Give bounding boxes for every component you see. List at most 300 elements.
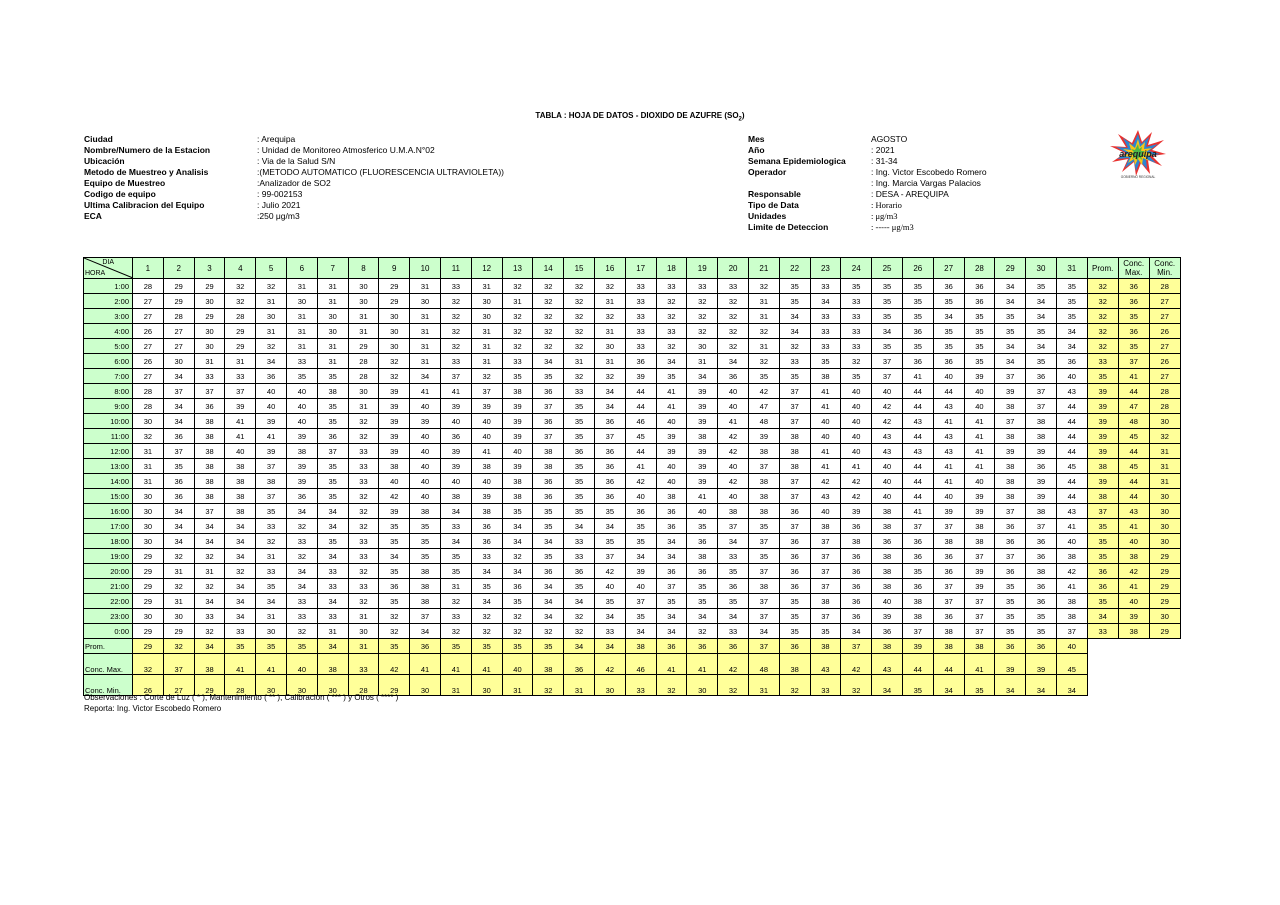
row-stat-cell: 35 xyxy=(1087,519,1118,534)
row-stat-cell: 30 xyxy=(1149,609,1180,624)
value-cell: 32 xyxy=(718,309,749,324)
value-cell: 35 xyxy=(718,594,749,609)
value-cell: 39 xyxy=(379,444,410,459)
value-cell: 35 xyxy=(995,609,1026,624)
value-cell: 33 xyxy=(718,279,749,294)
hour-cell: 22:00 xyxy=(84,594,133,609)
value-cell: 37 xyxy=(995,504,1026,519)
value-cell: 30 xyxy=(348,294,379,309)
row-stat-cell: 38 xyxy=(1087,489,1118,504)
value-cell: 34 xyxy=(225,519,256,534)
info-label: Unidades xyxy=(748,211,787,221)
value-cell: 31 xyxy=(194,354,225,369)
value-cell: 31 xyxy=(286,279,317,294)
value-cell: 33 xyxy=(502,354,533,369)
table-row xyxy=(84,429,1181,444)
footer-value-cell: 36 xyxy=(687,639,718,654)
value-cell: 40 xyxy=(872,459,903,474)
value-cell: 31 xyxy=(133,444,164,459)
value-cell: 31 xyxy=(594,324,625,339)
info-label: Codigo de equipo xyxy=(84,189,156,199)
footer-value-cell: 41 xyxy=(964,654,995,675)
table-row xyxy=(84,309,1181,324)
value-cell: 43 xyxy=(902,444,933,459)
footer-value-cell: 38 xyxy=(933,639,964,654)
footer-row xyxy=(84,654,1181,675)
value-cell: 35 xyxy=(564,504,595,519)
footer-value-cell: 33 xyxy=(625,675,656,696)
footer-value-cell: 32 xyxy=(841,675,872,696)
value-cell: 35 xyxy=(872,279,903,294)
row-stat-cell: 29 xyxy=(1149,549,1180,564)
value-cell: 37 xyxy=(810,579,841,594)
hour-cell: 9:00 xyxy=(84,399,133,414)
value-cell: 39 xyxy=(964,504,995,519)
value-cell: 32 xyxy=(256,279,287,294)
value-cell: 30 xyxy=(256,624,287,639)
info-row xyxy=(84,167,504,178)
value-cell: 39 xyxy=(471,489,502,504)
value-cell: 35 xyxy=(410,534,441,549)
value-cell: 36 xyxy=(964,294,995,309)
value-cell: 36 xyxy=(718,369,749,384)
value-cell: 34 xyxy=(533,609,564,624)
left-info-block xyxy=(84,134,504,222)
value-cell: 35 xyxy=(656,369,687,384)
value-cell: 42 xyxy=(594,564,625,579)
value-cell: 36 xyxy=(841,519,872,534)
footer-value-cell: 33 xyxy=(810,675,841,696)
hour-cell: 1:00 xyxy=(84,279,133,294)
value-cell: 34 xyxy=(533,594,564,609)
value-cell: 33 xyxy=(810,279,841,294)
value-cell: 37 xyxy=(594,549,625,564)
row-stat-cell: 38 xyxy=(1087,459,1118,474)
value-cell: 32 xyxy=(594,369,625,384)
footer-value-cell: 40 xyxy=(502,654,533,675)
info-row xyxy=(748,156,987,167)
value-cell: 32 xyxy=(718,339,749,354)
value-cell: 38 xyxy=(471,459,502,474)
value-cell: 29 xyxy=(133,549,164,564)
value-cell: 35 xyxy=(317,399,348,414)
value-cell: 42 xyxy=(718,429,749,444)
value-cell: 39 xyxy=(286,459,317,474)
value-cell: 40 xyxy=(872,489,903,504)
value-cell: 35 xyxy=(625,519,656,534)
value-cell: 27 xyxy=(133,309,164,324)
empty-cell xyxy=(1149,654,1180,675)
row-stat-cell: 37 xyxy=(1118,354,1149,369)
value-cell: 35 xyxy=(933,294,964,309)
value-cell: 43 xyxy=(933,444,964,459)
value-cell: 36 xyxy=(779,564,810,579)
row-stat-cell: 29 xyxy=(1149,624,1180,639)
row-stat-cell: 31 xyxy=(1149,459,1180,474)
value-cell: 38 xyxy=(225,489,256,504)
value-cell: 34 xyxy=(1026,294,1057,309)
value-cell: 30 xyxy=(379,309,410,324)
value-cell: 44 xyxy=(625,444,656,459)
footer-value-cell: 34 xyxy=(317,639,348,654)
value-cell: 39 xyxy=(379,504,410,519)
value-cell: 34 xyxy=(502,519,533,534)
row-stat-cell: 35 xyxy=(1087,594,1118,609)
value-cell: 34 xyxy=(687,369,718,384)
value-cell: 39 xyxy=(1026,489,1057,504)
value-cell: 31 xyxy=(163,594,194,609)
footer-value-cell: 35 xyxy=(379,639,410,654)
footer-value-cell: 42 xyxy=(718,654,749,675)
value-cell: 33 xyxy=(225,624,256,639)
value-cell: 45 xyxy=(625,429,656,444)
value-cell: 32 xyxy=(564,609,595,624)
value-cell: 34 xyxy=(163,414,194,429)
empty-cell xyxy=(1087,639,1118,654)
value-cell: 38 xyxy=(440,489,471,504)
value-cell: 29 xyxy=(163,624,194,639)
value-cell: 39 xyxy=(964,369,995,384)
value-cell: 35 xyxy=(594,534,625,549)
value-cell: 30 xyxy=(256,309,287,324)
info-row xyxy=(748,145,987,156)
row-stat-cell: 30 xyxy=(1149,489,1180,504)
value-cell: 33 xyxy=(564,549,595,564)
footer-value-cell: 31 xyxy=(440,675,471,696)
footer-value-cell: 35 xyxy=(225,639,256,654)
value-cell: 36 xyxy=(656,564,687,579)
value-cell: 39 xyxy=(995,384,1026,399)
value-cell: 35 xyxy=(687,594,718,609)
value-cell: 40 xyxy=(256,399,287,414)
footer-value-cell: 36 xyxy=(995,639,1026,654)
value-cell: 36 xyxy=(995,534,1026,549)
reported-by-note: Reporta: Ing. Victor Escobedo Romero xyxy=(84,704,222,713)
value-cell: 30 xyxy=(163,354,194,369)
value-cell: 42 xyxy=(841,489,872,504)
value-cell: 30 xyxy=(379,339,410,354)
hour-cell: 15:00 xyxy=(84,489,133,504)
info-row xyxy=(748,167,987,178)
footer-value-cell: 42 xyxy=(379,654,410,675)
value-cell: 35 xyxy=(779,294,810,309)
value-cell: 37 xyxy=(317,444,348,459)
value-cell: 40 xyxy=(810,429,841,444)
table-row xyxy=(84,594,1181,609)
value-cell: 38 xyxy=(1056,594,1087,609)
value-cell: 34 xyxy=(656,354,687,369)
value-cell: 30 xyxy=(379,324,410,339)
value-cell: 34 xyxy=(225,549,256,564)
value-cell: 31 xyxy=(225,354,256,369)
info-label: Mes xyxy=(748,134,765,144)
value-cell: 44 xyxy=(1056,414,1087,429)
value-cell: 34 xyxy=(379,549,410,564)
value-cell: 44 xyxy=(1056,399,1087,414)
value-cell: 32 xyxy=(379,609,410,624)
value-cell: 40 xyxy=(594,579,625,594)
value-cell: 38 xyxy=(410,594,441,609)
footer-value-cell: 32 xyxy=(533,675,564,696)
day-header: 26 xyxy=(902,258,933,279)
value-cell: 34 xyxy=(594,384,625,399)
value-cell: 35 xyxy=(748,519,779,534)
value-cell: 34 xyxy=(163,534,194,549)
hour-cell: 16:00 xyxy=(84,504,133,519)
value-cell: 43 xyxy=(902,414,933,429)
value-cell: 37 xyxy=(964,624,995,639)
value-cell: 38 xyxy=(964,519,995,534)
value-cell: 32 xyxy=(440,594,471,609)
value-cell: 32 xyxy=(286,549,317,564)
info-row xyxy=(84,200,504,211)
value-cell: 33 xyxy=(841,339,872,354)
footer-value-cell: 38 xyxy=(625,639,656,654)
value-cell: 36 xyxy=(533,489,564,504)
value-cell: 33 xyxy=(841,324,872,339)
footer-value-cell: 39 xyxy=(1026,654,1057,675)
value-cell: 34 xyxy=(317,549,348,564)
value-cell: 41 xyxy=(810,459,841,474)
gobierno-regional-logo xyxy=(1108,128,1168,180)
value-cell: 32 xyxy=(748,279,779,294)
value-cell: 36 xyxy=(779,549,810,564)
value-cell: 29 xyxy=(225,324,256,339)
value-cell: 36 xyxy=(1026,594,1057,609)
value-cell: 36 xyxy=(1026,369,1057,384)
value-cell: 32 xyxy=(348,429,379,444)
value-cell: 37 xyxy=(964,609,995,624)
value-cell: 37 xyxy=(810,564,841,579)
value-cell: 38 xyxy=(902,594,933,609)
value-cell: 40 xyxy=(718,384,749,399)
info-value: :Analizador de SO2 xyxy=(257,178,331,188)
value-cell: 36 xyxy=(687,564,718,579)
value-cell: 32 xyxy=(348,414,379,429)
value-cell: 40 xyxy=(872,474,903,489)
value-cell: 31 xyxy=(410,339,441,354)
value-cell: 34 xyxy=(317,504,348,519)
info-value: : Ing. Marcia Vargas Palacios xyxy=(871,178,981,188)
value-cell: 32 xyxy=(687,309,718,324)
value-cell: 38 xyxy=(194,429,225,444)
value-cell: 36 xyxy=(902,354,933,369)
day-header: 13 xyxy=(502,258,533,279)
footer-value-cell: 26 xyxy=(133,675,164,696)
info-label: Operador xyxy=(748,167,787,177)
value-cell: 36 xyxy=(625,354,656,369)
value-cell: 33 xyxy=(348,579,379,594)
value-cell: 33 xyxy=(225,369,256,384)
value-cell: 35 xyxy=(256,504,287,519)
value-cell: 38 xyxy=(995,489,1026,504)
value-cell: 34 xyxy=(286,564,317,579)
value-cell: 32 xyxy=(348,564,379,579)
value-cell: 37 xyxy=(933,519,964,534)
value-cell: 40 xyxy=(718,459,749,474)
value-cell: 32 xyxy=(718,294,749,309)
day-header: 28 xyxy=(964,258,995,279)
value-cell: 31 xyxy=(471,279,502,294)
day-header: 14 xyxy=(533,258,564,279)
footer-value-cell: 42 xyxy=(841,654,872,675)
value-cell: 36 xyxy=(872,624,903,639)
value-cell: 41 xyxy=(964,414,995,429)
footer-value-cell: 37 xyxy=(841,639,872,654)
value-cell: 30 xyxy=(687,339,718,354)
value-cell: 32 xyxy=(564,624,595,639)
day-header: 23 xyxy=(810,258,841,279)
value-cell: 30 xyxy=(194,324,225,339)
value-cell: 31 xyxy=(348,324,379,339)
value-cell: 37 xyxy=(748,594,779,609)
value-cell: 39 xyxy=(379,429,410,444)
value-cell: 44 xyxy=(1056,444,1087,459)
footer-value-cell: 37 xyxy=(748,639,779,654)
value-cell: 35 xyxy=(687,579,718,594)
value-cell: 40 xyxy=(410,474,441,489)
value-cell: 32 xyxy=(440,339,471,354)
value-cell: 27 xyxy=(163,339,194,354)
value-cell: 36 xyxy=(317,429,348,444)
value-cell: 37 xyxy=(440,369,471,384)
value-cell: 34 xyxy=(594,519,625,534)
value-cell: 36 xyxy=(533,564,564,579)
value-cell: 34 xyxy=(564,594,595,609)
value-cell: 37 xyxy=(225,384,256,399)
value-cell: 36 xyxy=(256,369,287,384)
row-stat-cell: 26 xyxy=(1149,354,1180,369)
value-cell: 33 xyxy=(348,474,379,489)
footer-value-cell: 34 xyxy=(564,639,595,654)
value-cell: 37 xyxy=(410,609,441,624)
value-cell: 34 xyxy=(286,579,317,594)
value-cell: 32 xyxy=(225,564,256,579)
row-stat-cell: 39 xyxy=(1087,444,1118,459)
value-cell: 38 xyxy=(194,474,225,489)
footer-label: Prom. xyxy=(84,639,133,654)
value-cell: 36 xyxy=(594,459,625,474)
value-cell: 44 xyxy=(902,399,933,414)
value-cell: 43 xyxy=(810,489,841,504)
footer-value-cell: 42 xyxy=(594,654,625,675)
value-cell: 34 xyxy=(779,324,810,339)
footer-label: Conc. Min. xyxy=(84,675,133,696)
value-cell: 29 xyxy=(225,339,256,354)
value-cell: 40 xyxy=(718,489,749,504)
info-value: AGOSTO xyxy=(871,134,908,144)
value-cell: 34 xyxy=(317,519,348,534)
value-cell: 36 xyxy=(163,489,194,504)
table-row xyxy=(84,339,1181,354)
value-cell: 40 xyxy=(625,489,656,504)
value-cell: 33 xyxy=(256,519,287,534)
value-cell: 37 xyxy=(779,414,810,429)
value-cell: 36 xyxy=(440,429,471,444)
row-stat-cell: 36 xyxy=(1118,279,1149,294)
info-label: Año xyxy=(748,145,765,155)
value-cell: 36 xyxy=(1026,534,1057,549)
value-cell: 32 xyxy=(533,624,564,639)
value-cell: 44 xyxy=(933,384,964,399)
footer-value-cell: 35 xyxy=(502,639,533,654)
value-cell: 28 xyxy=(133,399,164,414)
value-cell: 37 xyxy=(779,489,810,504)
table-row xyxy=(84,624,1181,639)
value-cell: 39 xyxy=(687,459,718,474)
footer-value-cell: 38 xyxy=(779,654,810,675)
value-cell: 40 xyxy=(687,504,718,519)
hour-cell: 11:00 xyxy=(84,429,133,444)
value-cell: 35 xyxy=(564,579,595,594)
value-cell: 44 xyxy=(625,384,656,399)
table-row xyxy=(84,354,1181,369)
value-cell: 40 xyxy=(933,489,964,504)
value-cell: 32 xyxy=(471,369,502,384)
value-cell: 30 xyxy=(133,414,164,429)
info-value: :250 μg/m3 xyxy=(257,211,300,221)
value-cell: 39 xyxy=(1026,444,1057,459)
value-cell: 38 xyxy=(995,459,1026,474)
info-label: Limite de Deteccion xyxy=(748,222,829,232)
value-cell: 32 xyxy=(194,579,225,594)
value-cell: 36 xyxy=(779,504,810,519)
footer-value-cell: 35 xyxy=(440,639,471,654)
value-cell: 33 xyxy=(286,354,317,369)
row-stat-cell: 44 xyxy=(1118,384,1149,399)
value-cell: 38 xyxy=(841,534,872,549)
value-cell: 33 xyxy=(810,309,841,324)
value-cell: 29 xyxy=(163,294,194,309)
value-cell: 41 xyxy=(1056,519,1087,534)
value-cell: 33 xyxy=(594,624,625,639)
value-cell: 31 xyxy=(471,324,502,339)
value-cell: 35 xyxy=(410,549,441,564)
value-cell: 40 xyxy=(1056,369,1087,384)
day-header: 8 xyxy=(348,258,379,279)
value-cell: 34 xyxy=(194,534,225,549)
value-cell: 33 xyxy=(471,549,502,564)
value-cell: 38 xyxy=(1026,564,1057,579)
value-cell: 39 xyxy=(687,414,718,429)
footer-value-cell: 32 xyxy=(779,675,810,696)
value-cell: 43 xyxy=(872,444,903,459)
value-cell: 35 xyxy=(594,594,625,609)
value-cell: 31 xyxy=(256,324,287,339)
value-cell: 35 xyxy=(625,609,656,624)
value-cell: 37 xyxy=(163,444,194,459)
value-cell: 35 xyxy=(995,309,1026,324)
row-stat-cell: 39 xyxy=(1087,414,1118,429)
footer-value-cell: 34 xyxy=(194,639,225,654)
value-cell: 32 xyxy=(440,309,471,324)
empty-cell xyxy=(1087,654,1118,675)
value-cell: 28 xyxy=(133,279,164,294)
value-cell: 44 xyxy=(902,474,933,489)
value-cell: 32 xyxy=(687,324,718,339)
value-cell: 38 xyxy=(872,519,903,534)
info-value: : 31-34 xyxy=(871,156,898,166)
value-cell: 35 xyxy=(502,504,533,519)
value-cell: 32 xyxy=(594,279,625,294)
value-cell: 31 xyxy=(286,309,317,324)
value-cell: 40 xyxy=(1056,534,1087,549)
value-cell: 39 xyxy=(841,504,872,519)
hour-cell: 21:00 xyxy=(84,579,133,594)
value-cell: 35 xyxy=(995,624,1026,639)
footer-value-cell: 30 xyxy=(594,675,625,696)
value-cell: 35 xyxy=(779,279,810,294)
